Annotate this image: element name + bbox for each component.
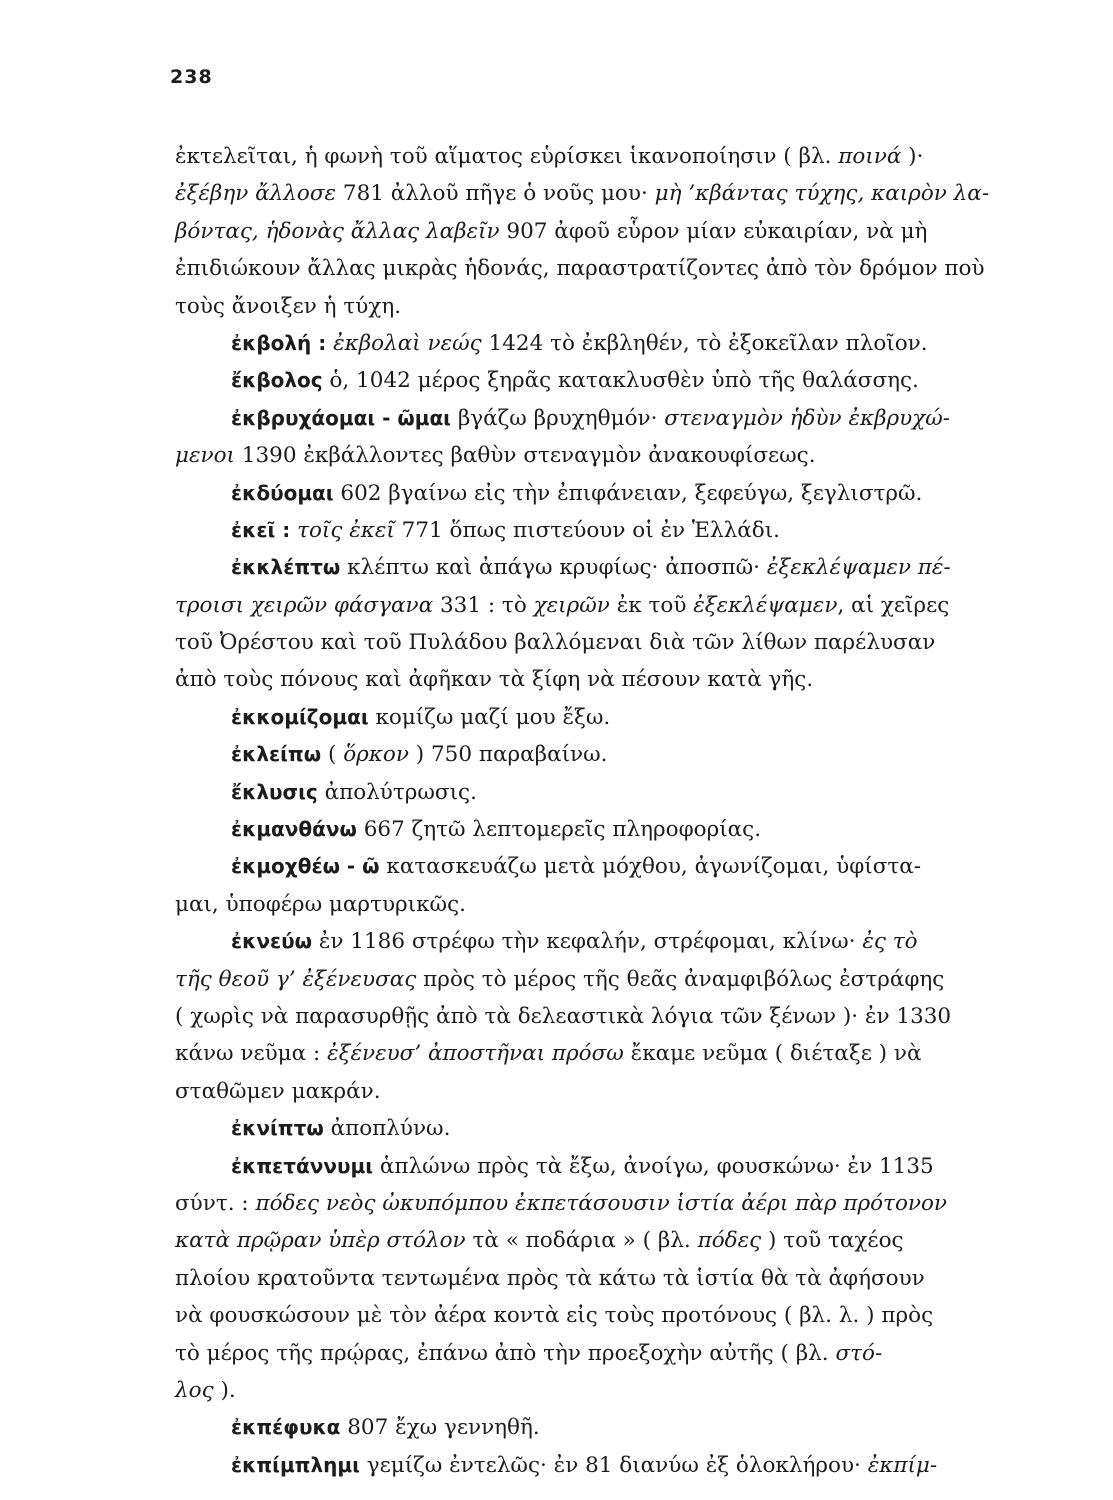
- text-line: [175, 1222, 1025, 1259]
- line-text: ὁ, 1042 μέρος ξηρᾶς κατακλυσθὲν ὑπὸ τῆς θαλάσσης.: [322, 368, 919, 394]
- headword: ἐκκομίζομαι: [231, 704, 369, 729]
- headword: ἐκπίμπλημι: [231, 1452, 360, 1477]
- line-text: ἐκ τοῦ: [609, 592, 694, 618]
- text-line: [175, 624, 1025, 661]
- italic-quote: ἐξένευσ’ ἀποστῆναι πρόσω: [327, 1041, 624, 1067]
- dictionary-entries: [175, 138, 1025, 1484]
- text-line: [175, 437, 1025, 474]
- line-text: σύντ. :: [175, 1190, 256, 1216]
- headword: ἐκεῖ :: [231, 517, 291, 542]
- italic-quote: πόδες νεὸς ὠκυπόμπου ἐκπετάσουσιν ἱστία ἀέρι πὰρ πρότονον: [255, 1190, 947, 1216]
- headword: ἐκπέφυκα: [231, 1415, 341, 1440]
- line-text: ἀπὸ τοὺς πόνους καὶ ἀφῆκαν τὰ ξίφη νὰ πέσουν κατὰ γῆς.: [175, 667, 814, 693]
- line-text: ἀπολύτρωσις.: [317, 779, 477, 805]
- text-line: [175, 1185, 1025, 1222]
- line-text: σταθῶμεν μακράν.: [175, 1078, 381, 1104]
- headword: ἐκκλέπτω: [231, 555, 341, 580]
- entry-line: [175, 848, 1025, 885]
- headword: ἐκπετάννυμι: [231, 1153, 374, 1178]
- italic-quote: ποινά: [838, 144, 902, 169]
- italic-quote: ἐκβολαὶ νεώς: [333, 330, 482, 356]
- italic-quote: ἐξέβην ἄλλοσε: [175, 181, 337, 207]
- entry-line: [175, 1447, 1025, 1484]
- line-text: (: [321, 742, 344, 768]
- headword: ἐκνίπτω: [231, 1116, 324, 1141]
- text-line: [175, 1035, 1025, 1072]
- italic-quote: μὴ ’κβάντας τύχης, καιρὸν λα-: [654, 181, 990, 207]
- italic-quote: ἐκπίμ-: [867, 1452, 938, 1478]
- text-line: [175, 250, 1025, 287]
- entry-line: [175, 362, 1025, 399]
- italic-quote: τροισι χειρῶν φάσγανα: [175, 592, 434, 618]
- line-text: ἀποπλύνω.: [323, 1116, 451, 1142]
- line-text: ἔκαμε νεῦμα ( διέταξε ) νὰ: [623, 1041, 922, 1067]
- italic-quote: πόδες: [697, 1228, 762, 1254]
- line-text: τοῦ Ὀρέστου καὶ τοῦ Πυλάδου βαλλόμεναι διὰ τῶν λίθων παρέλυσαν: [175, 630, 936, 656]
- italic-quote: μενοι: [175, 443, 235, 469]
- line-text: μαι, ὑποφέρω μαρτυρικῶς.: [175, 891, 466, 917]
- headword: ἐκβολή :: [231, 330, 327, 355]
- entry-line: [175, 475, 1025, 512]
- entry-line: [175, 699, 1025, 736]
- entry-line: [175, 1148, 1025, 1185]
- text-line: [175, 1073, 1025, 1110]
- text-line: [175, 587, 1025, 624]
- line-text: 907 ἀφοῦ εὗρον μίαν εὐκαιρίαν, νὰ μὴ: [499, 218, 928, 244]
- text-line: [175, 661, 1025, 698]
- line-text: κάνω νεῦμα :: [175, 1041, 328, 1067]
- italic-quote: ἐξεκλέψαμεν: [693, 592, 838, 618]
- italic-quote: στό-: [835, 1340, 883, 1366]
- line-text: 771 ὅπως πιστεύουν οἱ ἐν Ἑλλάδι.: [394, 517, 780, 543]
- italic-quote: τῆς θεοῦ γ’ ἐξένευσας: [175, 966, 417, 992]
- line-text: βγάζω βρυχηθμόν·: [450, 405, 665, 431]
- line-text: ἐν 1186 στρέφω τὴν κεφαλήν, στρέφομαι, κλίνω·: [312, 929, 863, 955]
- italic-quote: στεναγμὸν ἡδὺν ἐκβρυχώ-: [664, 405, 951, 431]
- line-text: ἁπλώνω πρὸς τὰ ἔξω, ἀνοίγω, φουσκώνω· ἐν 1135: [373, 1153, 934, 1179]
- entry-line: [175, 1409, 1025, 1446]
- line-text: τὸ μέρος τῆς πρῴρας, ἐπάνω ἀπὸ τὴν προεξοχὴν αὐτῆς ( βλ.: [175, 1340, 836, 1366]
- line-text: ).: [213, 1377, 236, 1403]
- text-line: [175, 288, 1025, 325]
- text-line: [175, 213, 1025, 250]
- headword: ἐκμοχθέω - ῶ: [231, 854, 380, 879]
- text-line: [175, 1372, 1025, 1409]
- line-text: 667 ζητῶ λεπτομερεῖς πληροφορίας.: [356, 817, 762, 843]
- line-text: 807 ἔχω γεννηθῆ.: [340, 1415, 540, 1441]
- headword: ἐκλείπω: [231, 742, 322, 767]
- text-line: [175, 138, 1025, 175]
- italic-quote: κατὰ πρῷραν ὑπὲρ στόλον: [175, 1228, 466, 1254]
- headword: ἐκβρυχάομαι - ῶμαι: [231, 405, 451, 430]
- text-line: [175, 998, 1025, 1035]
- line-text: 331 : τὸ: [433, 592, 534, 618]
- italic-quote: ὅρκον: [343, 742, 409, 768]
- line-text: )·: [901, 144, 924, 169]
- text-line: [175, 1297, 1025, 1334]
- line-text: γεμίζω ἐντελῶς· ἐν 81 διανύω ἐξ ὁλοκλήρου·: [359, 1452, 868, 1478]
- italic-quote: λος: [175, 1377, 214, 1403]
- line-text: τοὺς ἄνοιξεν ἡ τύχη.: [175, 293, 402, 319]
- headword: ἔκλυσις: [231, 779, 318, 804]
- italic-quote: χειρῶν: [533, 592, 610, 618]
- line-text: ἐπιδιώκουν ἄλλας μικρὰς ἡδονάς, παραστρατίζοντες ἀπὸ τὸν δρόμον ποὺ: [175, 256, 985, 282]
- headword: ἔκβολος: [231, 368, 323, 393]
- entry-line: [175, 736, 1025, 773]
- line-text: ( χωρὶς νὰ παρασυρθῇς ἀπὸ τὰ δελεαστικὰ λόγια τῶν ξένων )· ἐν 1330: [175, 1003, 952, 1029]
- line-text: νὰ φουσκώσουν μὲ τὸν ἀέρα κοντὰ εἰς τοὺς προτόνους ( βλ. λ. ) πρὸς: [175, 1303, 934, 1329]
- entry-line: [175, 400, 1025, 437]
- italic-quote: ἐξεκλέψαμεν πέ-: [766, 555, 951, 581]
- page-number: 238: [170, 66, 213, 88]
- italic-quote: ἐς τὸ: [862, 929, 918, 955]
- text-line: [175, 1260, 1025, 1297]
- line-text: 1390 ἐκβάλλοντες βαθὺν στεναγμὸν ἀνακουφίσεως.: [234, 443, 816, 469]
- text-line: [175, 886, 1025, 923]
- line-text: 602 βγαίνω εἰς τὴν ἐπιφάνειαν, ξεφεύγω, ξεγλιστρῶ.: [333, 480, 923, 506]
- text-line: [175, 961, 1025, 998]
- line-text: 1424 τὸ ἐκβληθέν, τὸ ἐξοκεῖλαν πλοῖον.: [481, 330, 928, 356]
- entry-line: [175, 512, 1025, 549]
- line-text: τὰ « ποδάρια » ( βλ.: [465, 1228, 698, 1254]
- line-text: πλοίου κρατοῦντα τεντωμένα πρὸς τὰ κάτω τὰ ἱστία θὰ τὰ ἀφήσουν: [175, 1265, 925, 1291]
- line-text: πρὸς τὸ μέρος τῆς θεᾶς ἀναμφιβόλως ἐστράφης: [416, 966, 945, 992]
- line-text: ) 750 παραβαίνω.: [408, 742, 608, 768]
- line-text: κλέπτω καὶ ἀπάγω κρυφίως· ἀποσπῶ·: [340, 555, 767, 581]
- headword: ἐκδύομαι: [231, 480, 334, 505]
- headword: ἐκμανθάνω: [231, 817, 357, 842]
- entry-line: [175, 811, 1025, 848]
- entry-line: [175, 549, 1025, 586]
- headword: ἐκνεύω: [231, 929, 312, 954]
- line-text: 781 ἀλλοῦ πῆγε ὁ νοῦς μου·: [336, 181, 655, 207]
- entry-line: [175, 1110, 1025, 1147]
- italic-quote: τοῖς ἐκεῖ: [297, 517, 395, 543]
- italic-quote: βόντας, ἡδονὰς ἄλλας λαβεῖν: [175, 218, 500, 244]
- line-text: ἐκτελεῖται, ἡ φωνὴ τοῦ αἵματος εὑρίσκει ἱκανοποίησιν ( βλ.: [175, 144, 839, 169]
- entry-line: [175, 325, 1025, 362]
- text-line: [175, 1335, 1025, 1372]
- line-text: κατασκευάζω μετὰ μόχθου, ἀγωνίζομαι, ὑφίστα-: [379, 854, 922, 880]
- entry-line: [175, 923, 1025, 960]
- line-text: , αἱ χεῖρες: [837, 592, 950, 618]
- line-text: κομίζω μαζί μου ἔξω.: [368, 704, 611, 730]
- text-line: [175, 175, 1025, 212]
- line-text: ) τοῦ ταχέος: [761, 1228, 904, 1254]
- entry-line: [175, 774, 1025, 811]
